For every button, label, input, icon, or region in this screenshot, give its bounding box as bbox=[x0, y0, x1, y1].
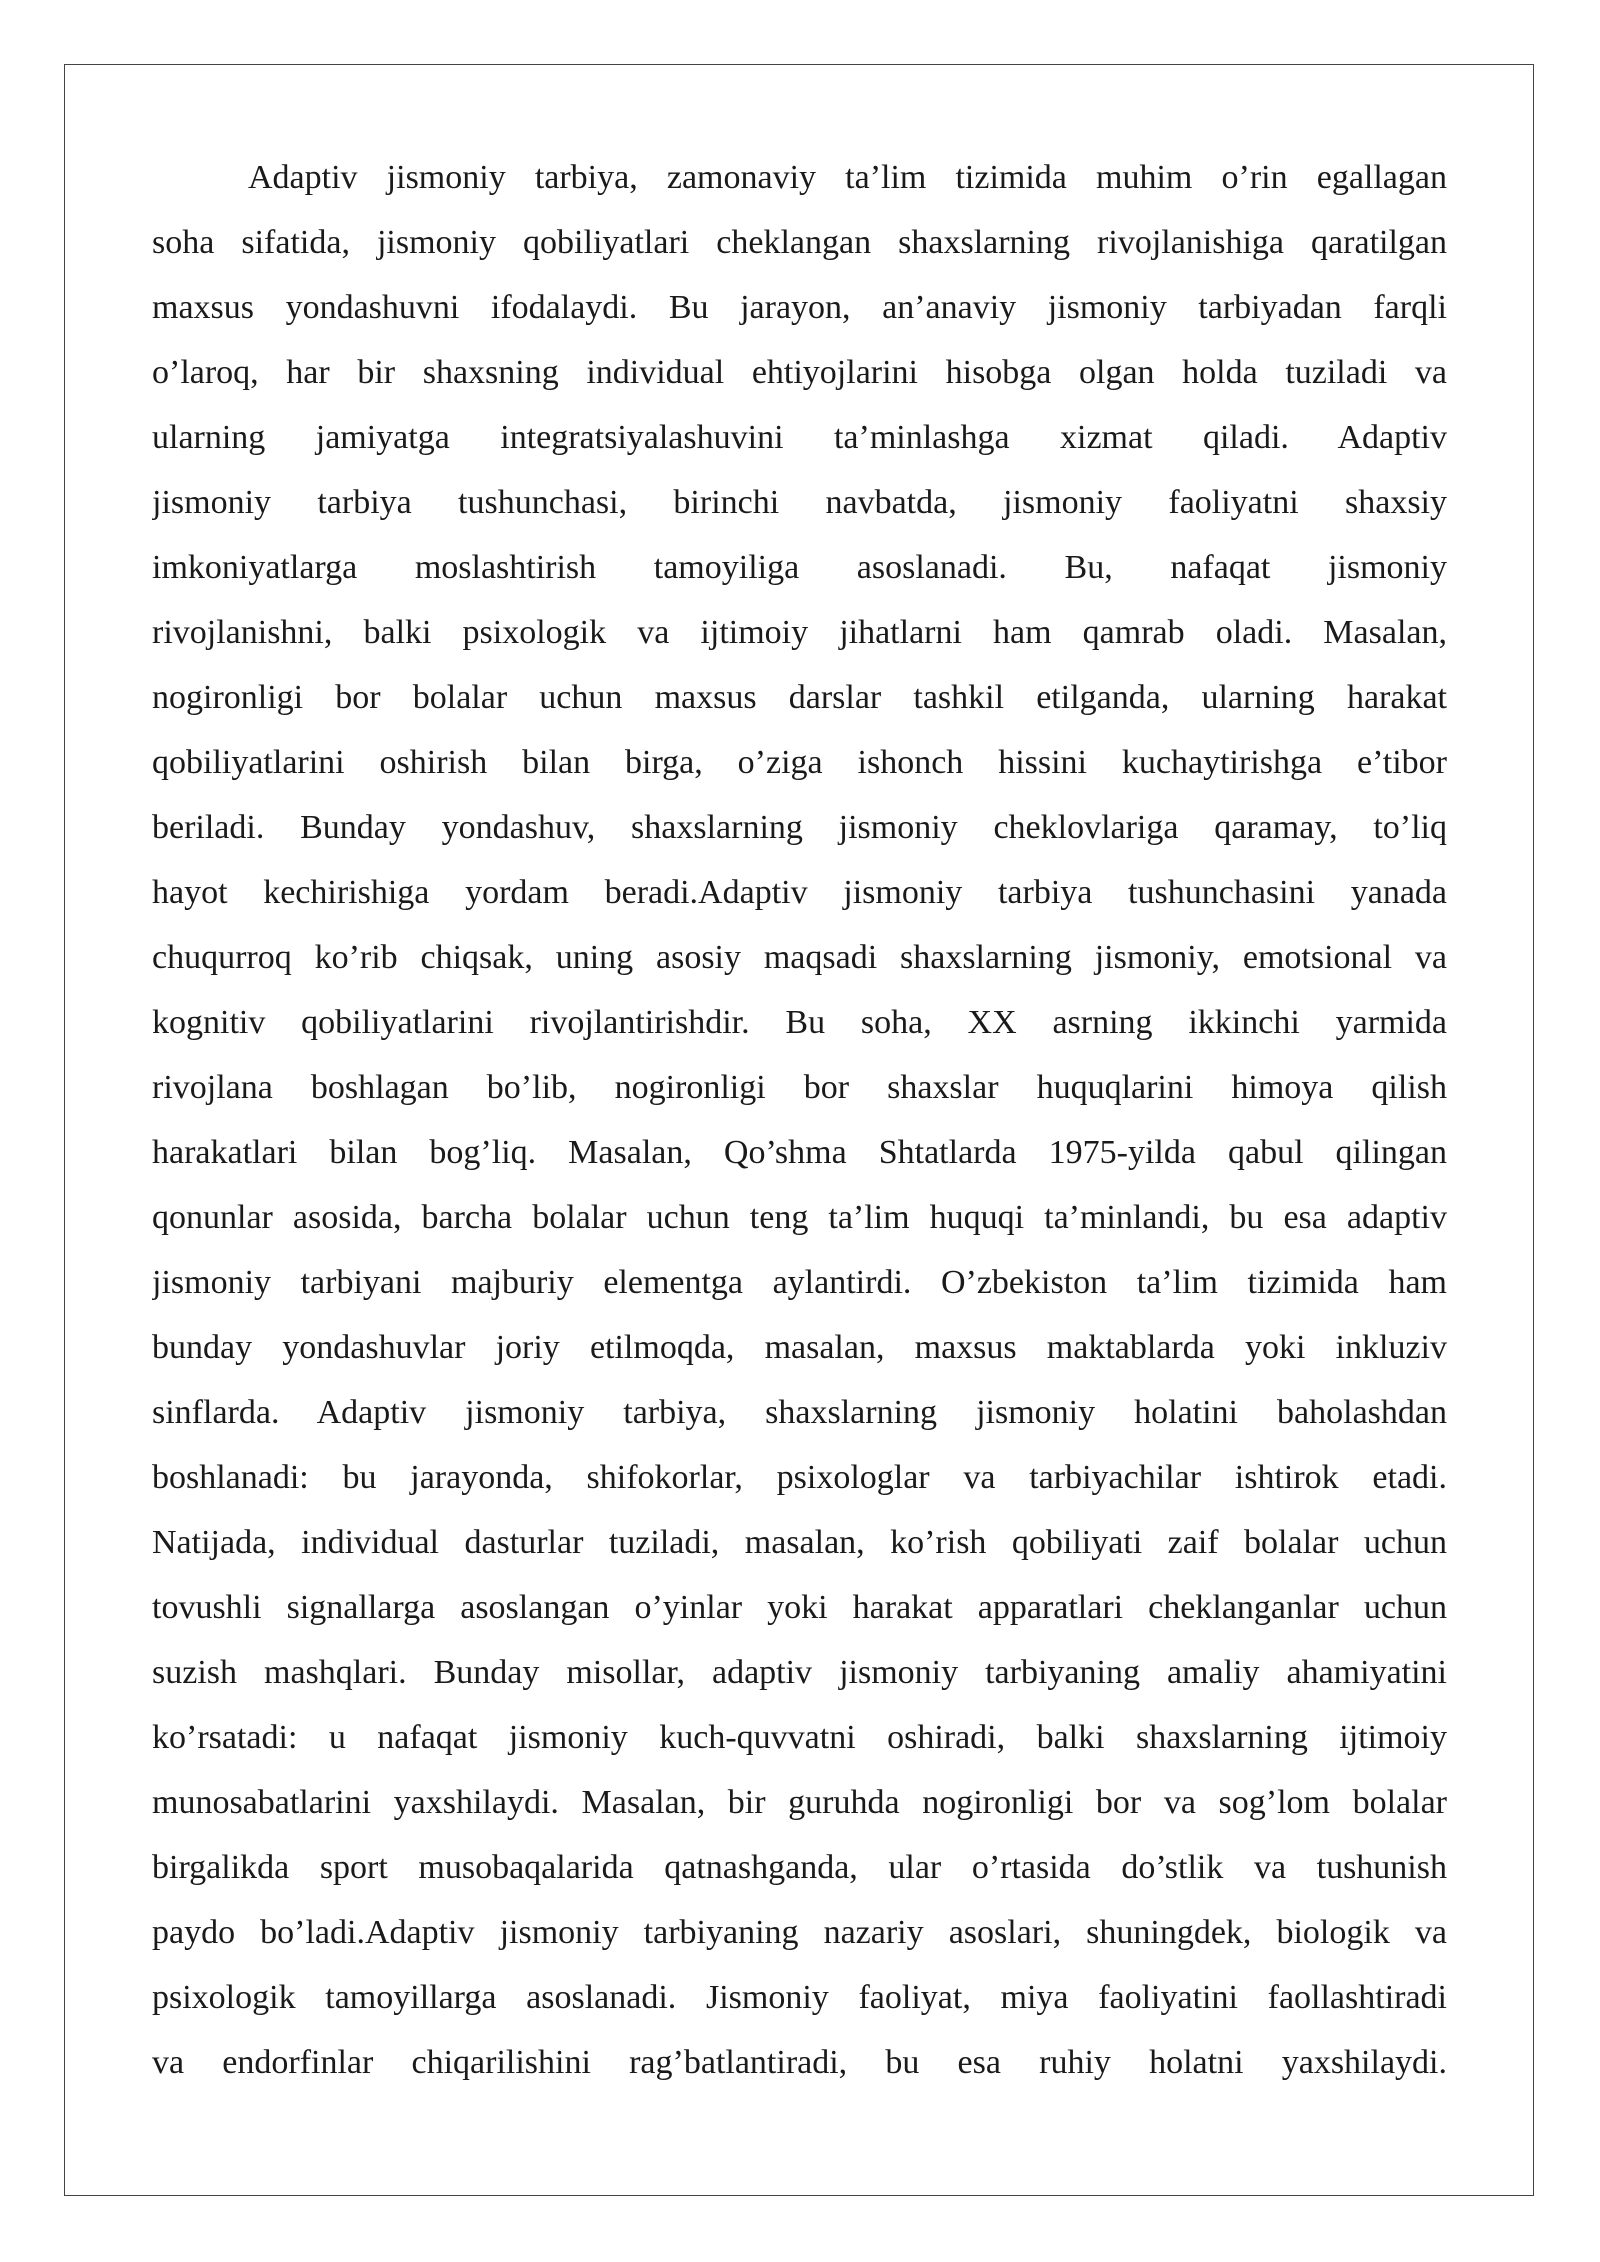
text-line: harakatlari bilan bog’liq. Masalan, Qo’shma Shtatlarda 1975-yilda qabul qilingan bbox=[152, 1134, 1447, 1171]
text-line: paydo bo’ladi.Adaptiv jismoniy tarbiyaning nazariy asoslari, shuningdek, biologik va bbox=[152, 1914, 1447, 1951]
text-line: ularning jamiyatga integratsiyalashuvini ta’minlashga xizmat qiladi. Adaptiv bbox=[152, 419, 1447, 456]
text-line: ko’rsatadi: u nafaqat jismoniy kuch-quvvatni oshiradi, balki shaxslarning ijtimoiy bbox=[152, 1719, 1447, 1756]
text-line: rivojlanishni, balki psixologik va ijtimoiy jihatlarni ham qamrab oladi. Masalan, bbox=[152, 614, 1447, 651]
text-line: jismoniy tarbiya tushunchasi, birinchi navbatda, jismoniy faoliyatni shaxsiy bbox=[152, 484, 1447, 521]
text-line: bunday yondashuvlar joriy etilmoqda, masalan, maxsus maktablarda yoki inkluziv bbox=[152, 1329, 1447, 1366]
text-line: jismoniy tarbiyani majburiy elementga aylantirdi. O’zbekiston ta’lim tizimida ham bbox=[152, 1264, 1447, 1301]
text-line: tovushli signallarga asoslangan o’yinlar yoki harakat apparatlari cheklanganlar uchun bbox=[152, 1589, 1447, 1626]
text-line: suzish mashqlari. Bunday misollar, adaptiv jismoniy tarbiyaning amaliy ahamiyatini bbox=[152, 1654, 1447, 1691]
text-line: rivojlana boshlagan bo’lib, nogironligi bor shaxslar huquqlarini himoya qilish bbox=[152, 1069, 1447, 1106]
text-line: soha sifatida, jismoniy qobiliyatlari cheklangan shaxslarning rivojlanishiga qaratilgan bbox=[152, 224, 1447, 261]
text-line: chuqurroq ko’rib chiqsak, uning asosiy maqsadi shaxslarning jismoniy, emotsional va bbox=[152, 939, 1447, 976]
text-line: maxsus yondashuvni ifodalaydi. Bu jarayon, an’anaviy jismoniy tarbiyadan farqli bbox=[152, 289, 1447, 326]
text-line: hayot kechirishiga yordam beradi.Adaptiv jismoniy tarbiya tushunchasini yanada bbox=[152, 874, 1447, 911]
text-line: nogironligi bor bolalar uchun maxsus darslar tashkil etilganda, ularning harakat bbox=[152, 679, 1447, 716]
text-line: Natijada, individual dasturlar tuziladi, masalan, ko’rish qobiliyati zaif bolalar uchun bbox=[152, 1524, 1447, 1561]
text-line: beriladi. Bunday yondashuv, shaxslarning jismoniy cheklovlariga qaramay, to’liq bbox=[152, 809, 1447, 846]
document-body bbox=[152, 145, 1447, 2095]
text-line: qobiliyatlarini oshirish bilan birga, o’ziga ishonch hissini kuchaytirishga e’tibor bbox=[152, 744, 1447, 781]
text-line: birgalikda sport musobaqalarida qatnashganda, ular o’rtasida do’stlik va tushunish bbox=[152, 1849, 1447, 1886]
text-line: boshlanadi: bu jarayonda, shifokorlar, psixologlar va tarbiyachilar ishtirok etadi. bbox=[152, 1459, 1447, 1496]
text-line: kognitiv qobiliyatlarini rivojlantirishdir. Bu soha, XX asrning ikkinchi yarmida bbox=[152, 1004, 1447, 1041]
text-line: va endorfinlar chiqarilishini rag’batlantiradi, bu esa ruhiy holatni yaxshilaydi. bbox=[152, 2044, 1447, 2081]
text-line: imkoniyatlarga moslashtirish tamoyiliga asoslanadi. Bu, nafaqat jismoniy bbox=[152, 549, 1447, 586]
text-line: psixologik tamoyillarga asoslanadi. Jismoniy faoliyat, miya faoliyatini faollashtiradi bbox=[152, 1979, 1447, 2016]
text-line: sinflarda. Adaptiv jismoniy tarbiya, shaxslarning jismoniy holatini baholashdan bbox=[152, 1394, 1447, 1431]
text-line: o’laroq, har bir shaxsning individual ehtiyojlarini hisobga olgan holda tuziladi va bbox=[152, 354, 1447, 391]
text-line: Adaptiv jismoniy tarbiya, zamonaviy ta’lim tizimida muhim o’rin egallagan bbox=[248, 159, 1447, 196]
text-line: qonunlar asosida, barcha bolalar uchun teng ta’lim huquqi ta’minlandi, bu esa adaptiv bbox=[152, 1199, 1447, 1236]
text-line: munosabatlarini yaxshilaydi. Masalan, bir guruhda nogironligi bor va sog’lom bolalar bbox=[152, 1784, 1447, 1821]
